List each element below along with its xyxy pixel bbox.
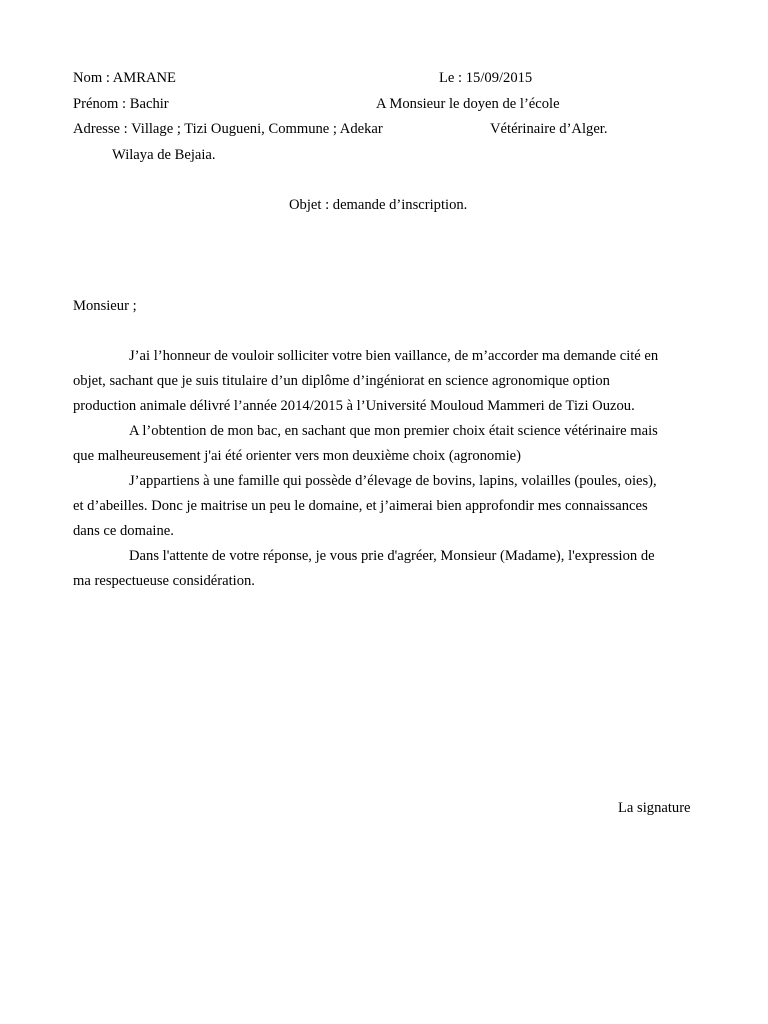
sender-address: Adresse : Village ; Tizi Ougueni, Commune ; Adekar xyxy=(73,121,383,137)
body-line: J’ai l’honneur de vouloir solliciter votre bien vaillance, de m’accorder ma demande cité en xyxy=(129,348,659,364)
body-line: dans ce domaine. xyxy=(73,523,174,539)
signature-label: La signature xyxy=(618,800,691,816)
body-line: A l’obtention de mon bac, en sachant que mon premier choix était science vétérinaire mais xyxy=(129,423,658,439)
recipient-line-1: A Monsieur le doyen de l’école xyxy=(376,96,560,112)
letter-subject: Objet : demande d’inscription. xyxy=(289,197,468,213)
sender-wilaya: Wilaya de Bejaia. xyxy=(112,147,216,163)
body-line: production animale délivré l’année 2014/2015 à l’Université Mouloud Mammeri de Tizi Ouzou. xyxy=(73,398,635,414)
salutation: Monsieur ; xyxy=(73,298,137,314)
body-line: objet, sachant que je suis titulaire d’un diplôme d’ingéniorat en science agronomique option xyxy=(73,373,610,389)
body-line: ma respectueuse considération. xyxy=(73,573,255,589)
sender-name: Nom : AMRANE xyxy=(73,70,176,86)
recipient-line-2: Vétérinaire d’Alger. xyxy=(490,121,608,137)
body-line: et d’abeilles. Donc je maitrise un peu le domaine, et j’aimerai bien approfondir mes connaissances xyxy=(73,498,648,514)
letter-date: Le : 15/09/2015 xyxy=(439,70,533,86)
body-line: que malheureusement j'ai été orienter vers mon deuxième choix (agronomie) xyxy=(73,448,521,464)
body-line: Dans l'attente de votre réponse, je vous prie d'agréer, Monsieur (Madame), l'expression de xyxy=(129,548,655,564)
letter-body xyxy=(73,344,693,594)
body-line: J’appartiens à une famille qui possède d’élevage de bovins, lapins, volailles (poules, oies), xyxy=(129,473,657,489)
sender-firstname: Prénom : Bachir xyxy=(73,96,169,112)
